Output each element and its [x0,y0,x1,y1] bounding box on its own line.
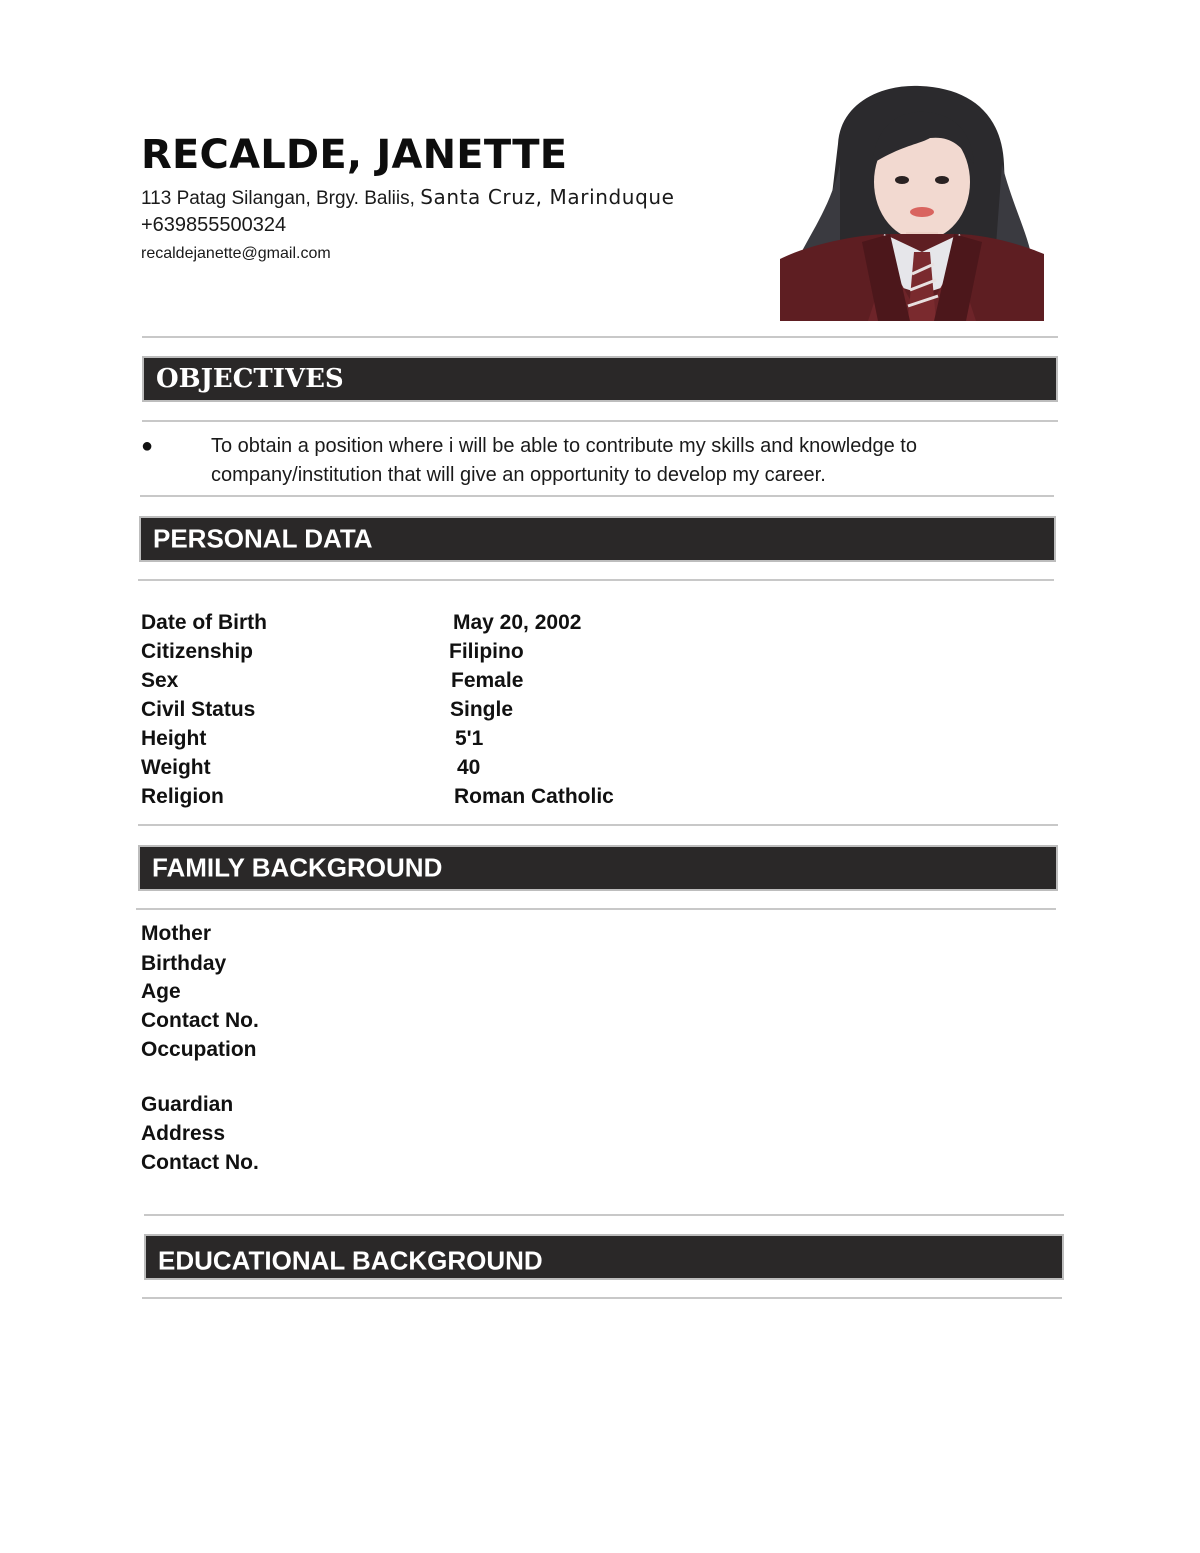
section-header-educational-background [144,1234,1064,1280]
address-line-b: Santa Cruz, Marinduque [420,185,675,209]
value-sex: Female [451,669,524,692]
divider-family [136,908,1056,910]
address [141,185,675,210]
value-height: 5'1 [455,727,484,750]
label-civil-status: Civil Status [141,698,256,721]
label-sex: Sex [141,669,179,692]
section-header-family-background [138,845,1058,891]
label-age: Age [141,980,181,1003]
divider-before-education [144,1214,1064,1216]
family-background-title: FAMILY BACKGROUND [152,852,443,883]
applicant-name: RECALDE, JANETTE [141,132,568,178]
email-address: recaldejanette@gmail.com [141,245,331,262]
label-citizenship: Citizenship [141,640,254,663]
educational-background-title: EDUCATIONAL BACKGROUND [158,1245,543,1276]
label-birthday: Birthday [141,952,227,975]
label-religion: Religion [141,785,224,808]
label-guardian: Guardian [141,1093,234,1116]
divider-personal-data [138,579,1054,581]
label-height: Height [141,727,207,750]
label-guardian-address: Address [141,1122,226,1145]
value-date-of-birth: May 20, 2002 [453,611,582,634]
profile-photo [780,84,1044,321]
label-date-of-birth: Date of Birth [141,611,267,634]
address-line-a: 113 Patag Silangan, Brgy. Baliis, [141,188,421,209]
label-occupation: Occupation [141,1038,257,1061]
objective-item: To obtain a position where i will be able to contribute my skills and knowledge to company/institution that will give an opportunity to develop my career. [211,435,917,486]
section-header-personal-data [139,516,1056,562]
value-weight: 40 [457,756,481,779]
value-civil-status: Single [450,698,514,721]
divider-after-objectives [140,495,1054,497]
divider-top [142,336,1058,338]
section-header-objectives [142,356,1058,402]
label-weight: Weight [141,756,211,779]
objectives-title: OBJECTIVES [156,364,344,394]
divider-after-personal [138,824,1058,826]
label-guardian-contact: Contact No. [141,1151,259,1174]
divider-objectives [142,420,1058,422]
value-religion: Roman Catholic [454,785,614,808]
label-mother-contact: Contact No. [141,1009,259,1032]
personal-data-title: PERSONAL DATA [153,523,373,554]
value-citizenship: Filipino [449,640,524,663]
phone-number: +639855500324 [141,214,287,236]
divider-education [142,1297,1062,1299]
bullet-icon: ● [141,435,154,457]
label-mother: Mother [141,922,211,945]
